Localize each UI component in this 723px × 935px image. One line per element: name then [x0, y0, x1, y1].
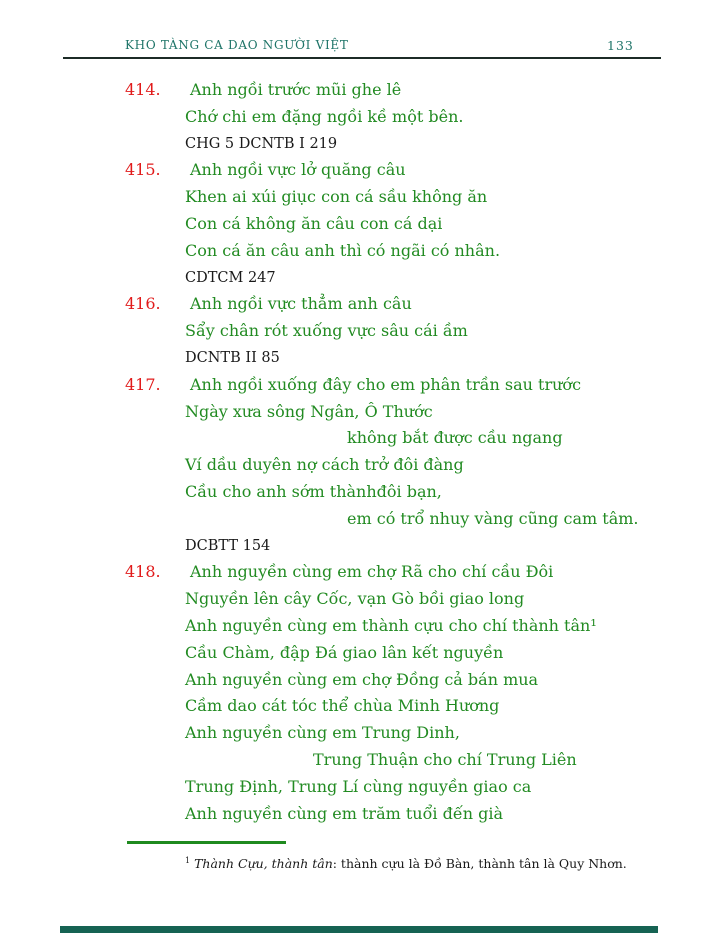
- line-text: Anh ngồi vực lở quăng câu: [190, 160, 406, 180]
- line-text: Chớ chi em đặng ngồi kề một bên.: [185, 106, 464, 126]
- verse-line: [0, 640, 723, 667]
- entry-number: 418.: [125, 562, 161, 582]
- line-text: Nguyền lên cây Cốc, vạn Gò bồi giao long: [185, 589, 525, 609]
- page-header-title: KHO TÀNG CA DAO NGƯỜI VIỆT: [125, 38, 349, 52]
- line-text: Sẩy chân rót xuống vực sâu cái ầm: [185, 321, 468, 341]
- verse-line: [0, 104, 723, 131]
- source-citation-line: [0, 131, 723, 158]
- line-text: CDTCM 247: [185, 269, 276, 286]
- verse-line: [0, 479, 723, 506]
- verse-line: [0, 452, 723, 479]
- verse-line: [0, 720, 723, 747]
- header-rule: [63, 57, 661, 59]
- entry-number: 414.: [125, 80, 161, 99]
- line-text: Trung Thuận cho chí Trung Liên: [313, 749, 577, 769]
- footnote-text: : thành cựu là Đồ Bàn, thành tân là Quy Nhơn.: [332, 856, 627, 872]
- line-text: Anh nguyền cùng em chợ Rã cho chí cầu Đôi: [190, 562, 554, 582]
- verse-line: [0, 586, 723, 613]
- footnote-term: Thành Cựu, thành tân: [194, 856, 333, 872]
- line-text: Anh ngồi trước mũi ghe lê: [190, 80, 402, 99]
- line-text: Cầu cho anh sớm thànhđôi bạn,: [185, 481, 442, 501]
- source-citation-line: [0, 265, 723, 292]
- entries: [0, 77, 723, 827]
- source-citation-line: [0, 345, 723, 372]
- poem-entry: [0, 77, 723, 157]
- line-text: Ngày xưa sông Ngân, Ô Thước: [185, 401, 433, 421]
- line-text: Ví dầu duyên nợ cách trở đôi đàng: [185, 455, 464, 475]
- verse-line: [0, 318, 723, 345]
- line-text: Con cá không ăn câu con cá dại: [185, 213, 443, 233]
- line-text: Anh nguyền cùng em trăm tuổi đến già: [185, 803, 503, 823]
- footer-bar: [60, 926, 658, 933]
- line-text: DCNTB II 85: [185, 349, 280, 366]
- line-text: Khen ai xúi giục con cá sầu không ăn: [185, 187, 488, 207]
- verse-line: [0, 184, 723, 211]
- poem-entry: [0, 372, 723, 560]
- verse-line: [0, 372, 723, 399]
- verse-line: [0, 425, 723, 452]
- verse-line: [0, 238, 723, 265]
- footnote: [185, 852, 627, 873]
- verse-line: [0, 801, 723, 828]
- poem-entry: [0, 291, 723, 371]
- line-text: Anh ngồi xuống đây cho em phân trần sau trước: [190, 374, 582, 394]
- poem-entry: [0, 157, 723, 291]
- line-text: Cầu Chàm, đập Đá giao lân kết nguyền: [185, 642, 504, 662]
- verse-line: [0, 693, 723, 720]
- line-text: Anh nguyền cùng em chợ Đồng cả bán mua: [185, 669, 539, 689]
- page-number: 133: [607, 38, 634, 53]
- line-text: không bắt được cầu ngang: [347, 428, 563, 448]
- entry-number: 416.: [125, 294, 161, 314]
- entry-number: 415.: [125, 160, 161, 180]
- line-text: Anh ngồi vực thẳm anh câu: [190, 294, 412, 314]
- verse-line: [0, 613, 723, 640]
- verse-line: [0, 774, 723, 801]
- verse-line: [0, 157, 723, 184]
- line-text: Anh nguyền cùng em thành cựu cho chí thành tân¹: [185, 615, 597, 635]
- line-text: Anh nguyền cùng em Trung Dinh,: [185, 723, 460, 743]
- line-text: Cầm dao cát tóc thể chùa Minh Hương: [185, 696, 500, 716]
- verse-line: [0, 211, 723, 238]
- line-text: CHG 5 DCNTB I 219: [185, 135, 338, 152]
- footnote-rule: [127, 841, 286, 844]
- verse-line: [0, 747, 723, 774]
- footnote-marker: 1: [185, 856, 191, 865]
- verse-line: [0, 506, 723, 533]
- verse-line: [0, 667, 723, 694]
- verse-line: [0, 559, 723, 586]
- line-text: DCBTT 154: [185, 537, 271, 554]
- source-citation-line: [0, 533, 723, 560]
- line-text: Con cá ăn câu anh thì có ngãi có nhân.: [185, 240, 501, 260]
- verse-line: [0, 291, 723, 318]
- verse-line: [0, 399, 723, 426]
- poem-entry: [0, 559, 723, 827]
- line-text: Trung Định, Trung Lí cùng nguyền giao ca: [185, 776, 532, 796]
- line-text: em có trổ nhuy vàng cũng cam tâm.: [347, 508, 639, 528]
- entry-number: 417.: [125, 374, 161, 394]
- verse-line: [0, 77, 723, 104]
